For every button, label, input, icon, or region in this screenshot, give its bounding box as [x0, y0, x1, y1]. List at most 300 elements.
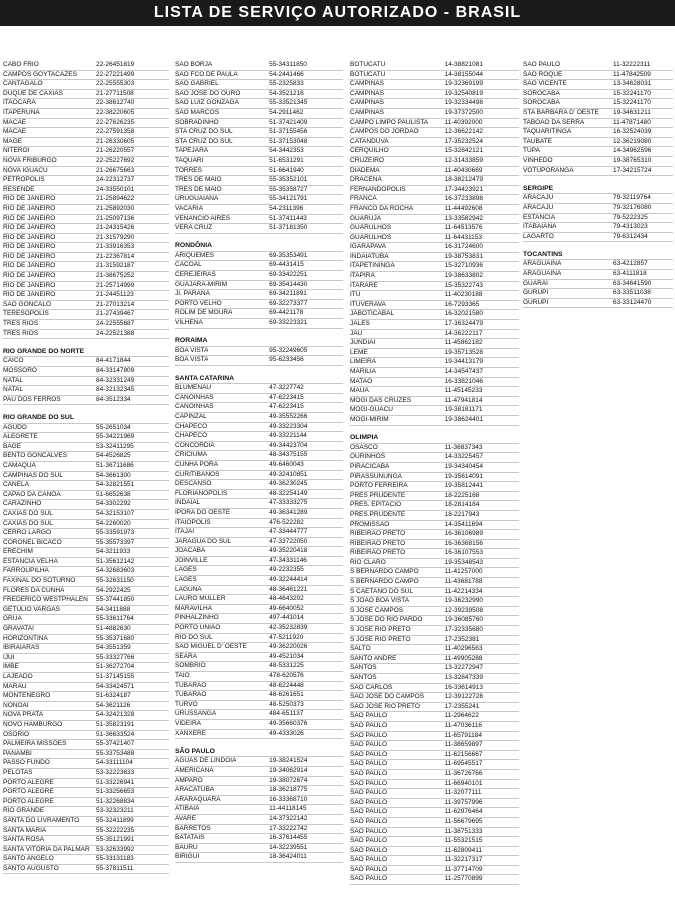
- list-item: [523, 138, 673, 148]
- list-item: [350, 339, 519, 349]
- city-name: SANTA DO LIVRAMENTO: [3, 816, 80, 824]
- list-item: [175, 471, 343, 481]
- list-item: [3, 367, 169, 377]
- list-item: [175, 767, 343, 777]
- list-item: [175, 451, 343, 461]
- city-name: SAO JOSE RIO PRETO: [350, 702, 420, 710]
- list-item: [175, 519, 343, 529]
- city-name: SAO MARCOS: [175, 108, 220, 116]
- list-item: [350, 818, 519, 828]
- list-item: [3, 157, 169, 167]
- city-name: SAO GABRIEL: [175, 80, 219, 88]
- city-name: CANOINHAS: [175, 393, 214, 401]
- phone-number: 14-35411694: [444, 520, 483, 528]
- city-name: PRES. EPITACIO: [350, 501, 402, 509]
- list-item: [350, 616, 519, 626]
- city-name: RIO DE JANEIRO: [3, 214, 56, 222]
- city-name: SAO PAULO: [350, 837, 388, 845]
- phone-number: 18-38212479: [444, 176, 483, 184]
- phone-number: 55-34311850: [269, 61, 307, 68]
- city-name: CERRO LARGO: [3, 529, 52, 537]
- list-item: [175, 167, 343, 177]
- city-name: TRES RIOS: [3, 320, 39, 328]
- city-name: AGUAS DE LINDOIA: [175, 757, 237, 765]
- city-name: FERNANDOPOLIS: [350, 185, 406, 193]
- phone-number: 54-4526825: [95, 452, 131, 460]
- phone-number: 18-2225168: [444, 491, 480, 499]
- list-item: [350, 866, 519, 876]
- list-item: [350, 262, 519, 272]
- city-name: SAO PAULO: [350, 750, 388, 758]
- city-name: RIO DE JANEIRO: [3, 243, 56, 251]
- list-item: [350, 837, 519, 847]
- phone-number: 51-4882630: [95, 625, 131, 633]
- phone-number: 55-35121991: [95, 836, 135, 844]
- phone-number: 17-2355241: [444, 702, 480, 710]
- city-name: CUNHA PORA: [175, 460, 218, 468]
- city-name: TABOAO DA SERRA: [523, 118, 585, 126]
- city-name: GURUPI: [523, 298, 549, 306]
- city-name: NOVA FRIBURGO: [3, 156, 57, 164]
- phone-number: 49-33223304: [269, 422, 308, 430]
- city-name: CACOAL: [175, 261, 202, 269]
- phone-number: 55-32631150: [95, 577, 134, 585]
- city-name: SAO PAULO: [350, 875, 388, 883]
- list-item: [350, 521, 519, 531]
- list-item: [350, 349, 519, 359]
- phone-number: 11-40392000: [444, 118, 483, 126]
- city-name: SAO CARLOS: [350, 683, 393, 691]
- list-item: [175, 499, 343, 509]
- city-name: BOTUCATU: [350, 70, 386, 78]
- phone-number: 55-35352101: [269, 176, 308, 184]
- phone-number: 51-37181350: [269, 224, 308, 232]
- city-name: FLORIANOPOLIS: [175, 489, 228, 497]
- phone-number: 54-3211933: [95, 548, 131, 556]
- list-item: [350, 310, 519, 320]
- city-name: SAO LUIZ GONZAGA: [175, 99, 239, 107]
- city-name: NOVA PRATA: [3, 711, 44, 719]
- list-item: [523, 233, 673, 243]
- city-name: INDAIATUBA: [350, 252, 389, 260]
- list-item: [3, 692, 169, 702]
- phone-number: 63-4212857: [613, 260, 648, 268]
- city-name: ESTANCIA: [523, 213, 556, 221]
- phone-number: 11-55321515: [444, 837, 483, 845]
- list-item: [3, 520, 169, 530]
- city-name: SAO PAULO: [350, 760, 388, 768]
- city-name: MARAU: [3, 682, 27, 690]
- list-item: [350, 674, 519, 684]
- phone-number: 18-2814184: [444, 501, 480, 509]
- phone-number: 476-522282: [269, 518, 304, 526]
- phone-number: 63-4111818: [613, 270, 647, 278]
- city-name: JABOTICABAL: [350, 310, 395, 318]
- list-item: [175, 547, 343, 557]
- city-name: S JOAO BOA VISTA: [350, 597, 410, 605]
- list-item: [523, 90, 673, 100]
- phone-number: 24-22521388: [95, 329, 135, 337]
- list-item: [350, 215, 519, 225]
- phone-number: 51-32268834: [95, 797, 135, 805]
- list-item: [175, 403, 343, 413]
- phone-number: 11-32222311: [613, 61, 651, 68]
- list-item: [350, 808, 519, 818]
- phone-number: 19-35614091: [444, 472, 483, 480]
- city-name: VOTUPORANGA: [523, 166, 574, 174]
- city-name: SAO PAULO: [350, 817, 388, 825]
- city-name: PASSO FUNDO: [3, 759, 50, 767]
- city-name: SAO PAULO: [350, 769, 388, 777]
- list-item: [3, 750, 169, 760]
- phone-number: 63-33124470: [613, 298, 652, 306]
- city-name: CANTAGALO: [3, 80, 43, 88]
- phone-number: 51-33256653: [95, 788, 135, 796]
- phone-number: 21-27711508: [95, 89, 134, 97]
- city-name: ARACAJU: [523, 194, 554, 202]
- list-item: [350, 530, 519, 540]
- phone-number: 11-44118145: [269, 805, 307, 813]
- list-item: [3, 673, 169, 683]
- city-name: ITU: [350, 291, 361, 299]
- city-name: BIRIGUI: [175, 853, 200, 861]
- list-item: [350, 282, 519, 292]
- list-item: [3, 654, 169, 664]
- phone-number: 54-3551359: [95, 644, 131, 652]
- phone-number: 49-35660376: [269, 719, 308, 727]
- column-2: [175, 61, 343, 863]
- list-item: [175, 309, 343, 319]
- phone-number: 54-3302292: [95, 500, 131, 508]
- phone-number: 51-35823191: [95, 720, 135, 728]
- list-item: [3, 128, 169, 138]
- phone-number: 11-66940101: [444, 779, 483, 787]
- city-name: CATANDUVA: [350, 137, 389, 145]
- city-name: RIO CLARO: [350, 558, 386, 566]
- city-name: SOROCABA: [523, 99, 560, 107]
- city-name: LAGUNA: [175, 585, 202, 593]
- phone-number: 12-36622142: [444, 128, 483, 136]
- city-name: FREDERICO WESTPHALEN: [3, 596, 88, 604]
- phone-number: 19-34413179: [444, 358, 483, 366]
- city-name: S BERNARDO CAMPO: [350, 578, 419, 586]
- city-name: SAO MIGUEL D' OESTE: [175, 643, 247, 651]
- list-item: [3, 462, 169, 472]
- page-header: [0, 0, 675, 26]
- list-item: [350, 128, 519, 138]
- list-item: [3, 186, 169, 196]
- city-name: CABO FRIO: [3, 61, 39, 68]
- city-name: RIO DE JANEIRO: [3, 252, 56, 260]
- city-name: JOACABA: [175, 547, 206, 555]
- city-name: LIMEIRA: [350, 358, 377, 366]
- city-name: VENANCIO AIRES: [175, 214, 230, 222]
- phone-number: 21-26220557: [95, 147, 135, 155]
- city-name: RESENDE: [3, 185, 35, 193]
- city-name: BOA VISTA: [175, 346, 209, 354]
- phone-number: 11-47036116: [444, 721, 482, 729]
- list-item: [350, 693, 519, 703]
- phone-number: 84-32331249: [95, 376, 135, 384]
- city-name: LEME: [350, 348, 368, 356]
- city-name: SAO ROQUE: [523, 70, 563, 78]
- phone-number: 55-37441850: [95, 596, 135, 604]
- list-item: [523, 167, 673, 177]
- list-item: [175, 710, 343, 720]
- list-item: [175, 538, 343, 548]
- phone-number: 69-4421178: [269, 309, 304, 317]
- city-name: GUARULHOS: [350, 224, 392, 232]
- phone-number: 17-2352381: [444, 635, 480, 643]
- list-item: [523, 223, 673, 233]
- phone-number: 21-33916353: [95, 243, 135, 251]
- list-item: [3, 711, 169, 721]
- list-item: [350, 482, 519, 492]
- city-name: VIDEIRA: [175, 719, 202, 727]
- city-name: RIO DE JANEIRO: [3, 281, 56, 289]
- phone-number: 49-36341289: [269, 508, 308, 516]
- phone-number: 11-32077111: [444, 789, 482, 797]
- list-item: [3, 262, 169, 272]
- list-item: [3, 615, 169, 625]
- phone-number: 55-33327766: [95, 653, 135, 661]
- list-item: [350, 626, 519, 636]
- list-item: [3, 224, 169, 234]
- list-item: [3, 147, 169, 157]
- state-heading: SÃO PAULO: [175, 748, 343, 758]
- phone-number: 14-33225457: [444, 453, 483, 461]
- city-name: JOINVILLE: [175, 556, 208, 564]
- phone-number: 55-35358727: [269, 185, 308, 193]
- city-name: CERQUILHO: [350, 147, 389, 155]
- city-name: TUBARAO: [175, 691, 207, 699]
- list-item: [3, 99, 169, 109]
- phone-number: 54-3661300: [95, 471, 131, 479]
- list-item: [350, 176, 519, 186]
- phone-number: 54-33424571: [95, 682, 135, 690]
- list-item: [350, 301, 519, 311]
- phone-number: 12-39122728: [444, 693, 483, 701]
- state-heading: RIO GRANDE DO NORTE: [3, 348, 169, 358]
- city-name: CAMPOS DO JORDAO: [350, 128, 419, 136]
- phone-number: 16-7293365: [444, 300, 480, 308]
- city-name: CANELA: [3, 481, 30, 489]
- list-item: [175, 186, 343, 196]
- phone-number: 53-32323211: [95, 807, 134, 815]
- city-name: SOBRADINHO: [175, 118, 219, 126]
- phone-number: 21-31592187: [95, 262, 135, 270]
- list-item: [3, 119, 169, 129]
- state-heading: RIO GRANDE DO SUL: [3, 414, 169, 424]
- phone-number: 17-34215724: [613, 166, 652, 174]
- list-item: [3, 539, 169, 549]
- phone-number: 11-56679695: [444, 817, 483, 825]
- city-name: RIBEIRAO PRETO: [350, 549, 406, 557]
- city-name: RIO GRANDE: [3, 807, 45, 815]
- phone-number: 48-34375155: [269, 451, 308, 459]
- city-name: S JOSE RIO PRETO: [350, 635, 411, 643]
- phone-number: 69-34211891: [269, 290, 307, 298]
- city-name: LAJEADO: [3, 673, 33, 680]
- city-name: AMPARO: [175, 776, 203, 784]
- column-1: [3, 61, 169, 874]
- city-name: IJUI: [3, 653, 15, 661]
- list-item: [3, 529, 169, 539]
- city-name: ATIBAIA: [175, 805, 200, 813]
- phone-number: 21-24315426: [95, 224, 135, 232]
- list-item: [175, 653, 343, 663]
- list-item: [175, 586, 343, 596]
- list-item: [350, 770, 519, 780]
- list-item: [175, 844, 343, 854]
- phone-number: 55-34121791: [269, 195, 308, 203]
- list-item: [350, 501, 519, 511]
- list-item: [175, 682, 343, 692]
- city-name: GRUA: [3, 615, 22, 623]
- city-name: FRANCA: [350, 195, 377, 203]
- city-name: S BERNARDO CAMPO: [350, 568, 419, 576]
- city-name: ROLIM DE MOURA: [175, 309, 233, 317]
- city-name: AMERICANA: [175, 766, 214, 774]
- phone-number: 11-36837343: [444, 443, 483, 451]
- city-name: IGARAPAVA: [350, 243, 387, 251]
- list-item: [350, 205, 519, 215]
- list-item: [3, 330, 169, 340]
- city-name: CAICO: [3, 357, 24, 365]
- list-item: [175, 834, 343, 844]
- phone-number: 14-34547437: [444, 368, 483, 375]
- city-name: TUBARAO: [175, 681, 207, 689]
- list-item: [523, 270, 673, 280]
- city-name: MOGI-MIRIM: [350, 415, 389, 423]
- phone-number: 51-36711686: [95, 461, 134, 469]
- list-item: [350, 856, 519, 866]
- city-name: CORONEL BICACO: [3, 538, 62, 546]
- phone-number: 14-34962596: [613, 147, 652, 155]
- city-name: VILHENA: [175, 319, 203, 327]
- phone-number: 79-32176080: [613, 203, 652, 211]
- list-item: [175, 805, 343, 815]
- phone-number: 51-37421409: [269, 118, 308, 126]
- phone-number: 14-37322142: [269, 814, 308, 822]
- city-name: MARILIA: [350, 368, 377, 375]
- list-item: [3, 625, 169, 635]
- list-item: [175, 119, 343, 129]
- phone-number: 55-34221969: [95, 433, 135, 441]
- phone-number: 19-34062914: [269, 766, 308, 774]
- city-name: PETROPOLIS: [3, 176, 45, 184]
- list-item: [3, 846, 169, 856]
- phone-number: 11-40430669: [444, 166, 483, 174]
- city-name: SAO PAULO: [350, 731, 388, 739]
- state-heading: SERGIPE: [523, 185, 673, 195]
- phone-number: 54-3411888: [95, 605, 131, 613]
- list-item: [3, 272, 169, 282]
- phone-number: 16-33614913: [444, 683, 483, 691]
- list-item: [350, 157, 519, 167]
- list-item: [523, 99, 673, 109]
- city-name: BOTUCATU: [350, 61, 386, 68]
- list-item: [3, 80, 169, 90]
- city-name: STA BARBARA D' OESTE: [523, 108, 599, 116]
- phone-number: 51-37153048: [269, 137, 308, 145]
- phone-number: 11-38659897: [444, 741, 483, 749]
- city-name: JAU: [350, 329, 363, 337]
- phone-number: 17-36324479: [444, 320, 483, 328]
- city-name: PIRACICABA: [350, 462, 390, 470]
- city-name: SANTA VITORIA DA PALMAR: [3, 845, 90, 853]
- phone-number: 49-36230245: [269, 480, 308, 488]
- list-item: [3, 71, 169, 81]
- page-title: LISTA DE SERVIÇO AUTORIZADO - BRASIL: [153, 4, 522, 21]
- list-item: [175, 691, 343, 701]
- city-name: ITAIOPOLIS: [175, 518, 211, 526]
- list-item: [350, 847, 519, 857]
- city-name: CAXIAS DO SUL: [3, 519, 53, 527]
- phone-number: 22-27626235: [95, 118, 135, 126]
- list-item: [350, 780, 519, 790]
- list-item: [350, 703, 519, 713]
- phone-number: 24-22312737: [95, 176, 135, 184]
- city-name: PALMEIRA MISSOES: [3, 740, 67, 748]
- city-name: VINHEDO: [523, 156, 553, 164]
- list-item: [350, 732, 519, 742]
- phone-number: 49-2232355: [269, 566, 304, 574]
- city-name: NATAL: [3, 376, 23, 384]
- phone-number: 16-33821046: [444, 377, 483, 385]
- list-item: [350, 90, 519, 100]
- phone-number: 51-36633524: [95, 730, 135, 738]
- phone-number: 22-27221499: [95, 70, 135, 78]
- list-item: [175, 614, 343, 624]
- phone-number: 47-5211920: [269, 633, 304, 641]
- phone-number: 16-31724600: [444, 243, 483, 251]
- phone-number: 17-35232524: [444, 137, 483, 145]
- list-item: [175, 99, 343, 109]
- list-item: [175, 432, 343, 442]
- list-item: [523, 299, 673, 309]
- list-item: [350, 80, 519, 90]
- phone-number: 21-26675663: [95, 166, 135, 174]
- list-item: [3, 702, 169, 712]
- city-name: BARRETOS: [175, 824, 211, 832]
- list-item: [3, 807, 169, 817]
- city-name: PORTO VELHO: [175, 299, 222, 307]
- list-item: [3, 424, 169, 434]
- city-name: CEREJEIRAS: [175, 271, 216, 279]
- list-item: [3, 683, 169, 693]
- phone-number: 478-620576: [269, 672, 304, 679]
- list-item: [3, 740, 169, 750]
- list-item: [350, 406, 519, 416]
- list-item: [350, 568, 519, 578]
- phone-number: 84-33147809: [95, 367, 135, 374]
- city-name: FARROUPILHA: [3, 567, 49, 575]
- city-name: PINHALZINHO: [175, 614, 219, 622]
- list-item: [175, 777, 343, 787]
- list-item: [175, 80, 343, 90]
- list-item: [175, 195, 343, 205]
- phone-number: 49-6460043: [269, 460, 304, 468]
- list-item: [3, 644, 169, 654]
- city-name: S CAETANO DO SUL: [350, 587, 414, 595]
- list-item: [350, 760, 519, 770]
- list-item: [523, 109, 673, 119]
- list-item: [3, 491, 169, 501]
- phone-number: 11-62156667: [444, 750, 483, 758]
- list-item: [3, 606, 169, 616]
- list-item: [350, 636, 519, 646]
